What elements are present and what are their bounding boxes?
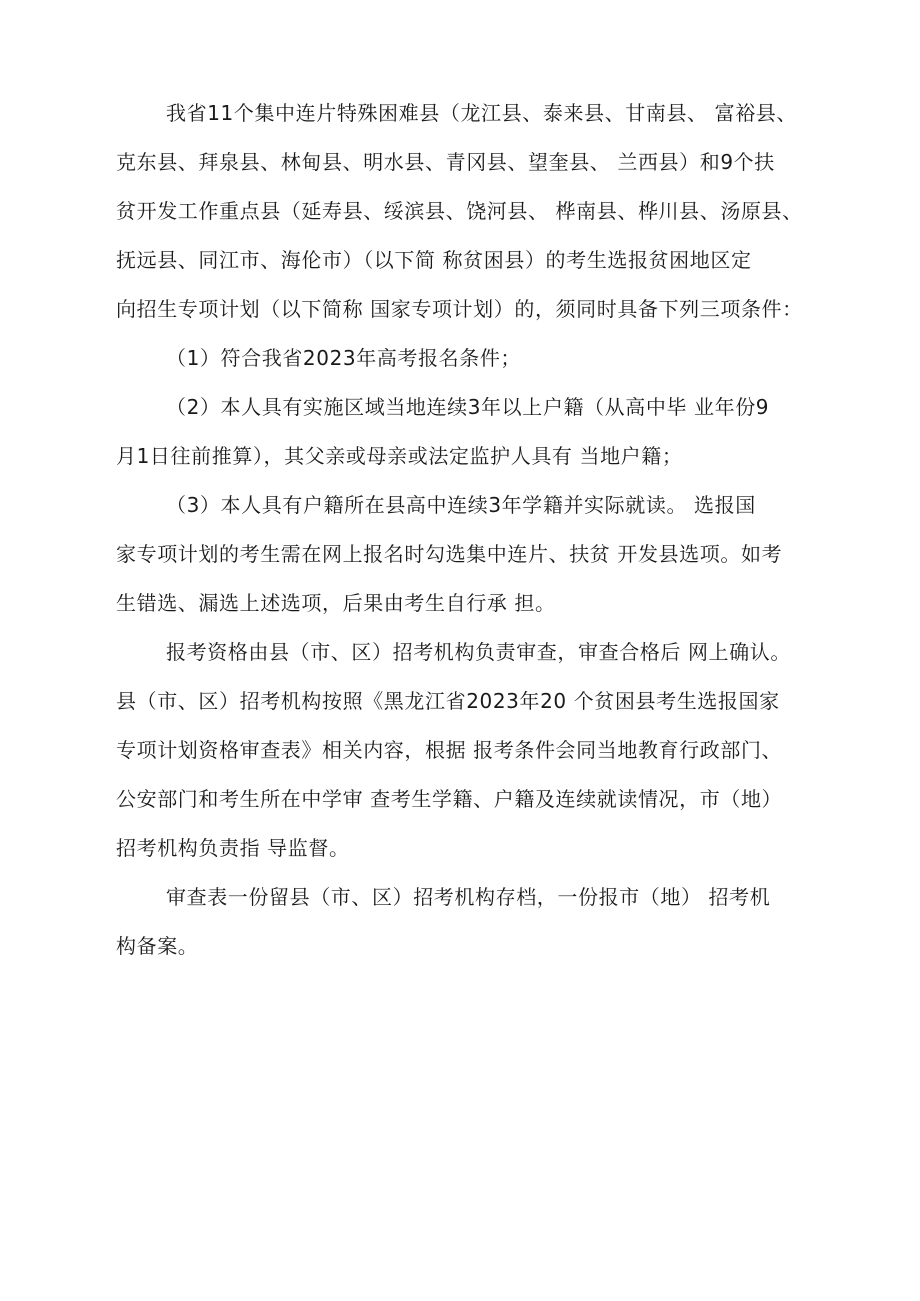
paragraph-1-line-4: 抚远县、同江市、海伦市）（以下简 称贫困县）的考生选报贫困地区定	[116, 248, 752, 272]
paragraph-3-line-1: 审查表一份留县（市、区）招考机构存档，一份报市（地） 招考机	[166, 885, 771, 909]
paragraph-1-line-3: 贫开发工作重点县（延寿县、绥滨县、饶河县、 桦南县、桦川县、汤原县、	[116, 199, 803, 223]
condition-2-line-1: （2）本人具有实施区域当地连续3年以上户籍（从高中毕 业年份9	[166, 395, 770, 419]
condition-3-line-2: 家专项计划的考生需在网上报名时勾选集中连片、扶贫 开发县选项。如考	[116, 542, 783, 566]
paragraph-3-line-2: 构备案。	[116, 934, 199, 958]
condition-1-line: （1）符合我省2023年高考报名条件；	[166, 346, 522, 370]
condition-2-line-2: 月1日往前推算），其父亲或母亲或法定监护人具有 当地户籍；	[116, 444, 683, 468]
condition-3-line-3: 生错选、漏选上述选项，后果由考生自行承 担。	[116, 591, 556, 615]
paragraph-1-line-2: 克东县、拜泉县、林甸县、明水县、青冈县、望奎县、 兰西县）和9个扶	[116, 150, 775, 174]
paragraph-2-line-2: 县（市、区）招考机构按照《黑龙江省2023年20 个贫困县考生选报国家	[116, 689, 780, 713]
paragraph-2-line-5: 招考机构负责指 导监督。	[116, 836, 350, 860]
paragraph-2-line-4: 公安部门和考生所在中学审 查考生学籍、户籍及连续就读情况，市（地）	[116, 787, 783, 811]
paragraph-2-line-3: 专项计划资格审查表》相关内容，根据 报考条件会同当地教育行政部门、	[116, 738, 783, 762]
paragraph-2-line-1: 报考资格由县（市、区）招考机构负责审查，审查合格后 网上确认。	[166, 640, 791, 664]
condition-3-line-1: （3）本人具有户籍所在县高中连续3年学籍并实际就读。 选报国	[166, 493, 756, 517]
paragraph-1-line-1: 我省11个集中连片特殊困难县（龙江县、泰来县、甘南县、 富裕县、	[166, 101, 798, 125]
paragraph-1-line-5: 向招生专项计划（以下简称 国家专项计划）的，须同时具备下列三项条件：	[116, 297, 803, 321]
